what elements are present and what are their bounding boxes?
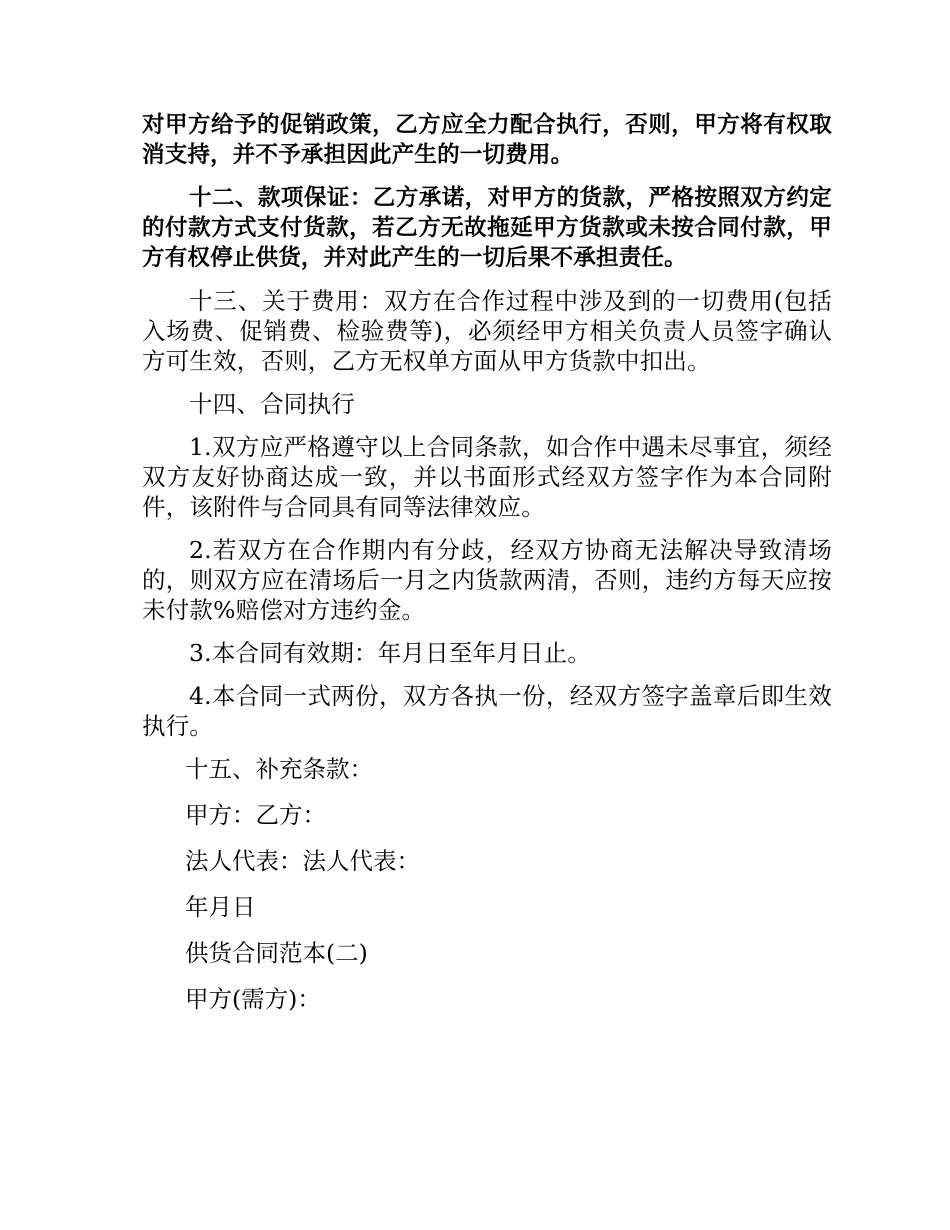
paragraph-clause-14-item-3: 3.本合同有效期：年月日至年月日止。 [189, 639, 592, 667]
paragraph-clause-13-fees: 十三、关于费用：双方在合作过程中涉及到的一切费用(包括入场费、促销费、检验费等)，必须经甲方相关负责人员签字确认方可生效，否则，乙方无权单方面从甲方货款中扣出。 [142, 287, 832, 375]
signature-date-line: 年月日 [185, 893, 256, 921]
signature-party-line: 甲方：乙方： [185, 801, 326, 829]
signature-representative-line: 法人代表：法人代表： [185, 847, 420, 875]
paragraph-clause-14-item-2: 2.若双方在合作期内有分歧，经双方协商无法解决导致清场的，则双方应在清场后一月之内货款两清，否则，违约方每天应按未付款%赔偿对方违约金。 [142, 536, 832, 624]
paragraph-clause-14-item-1: 1.双方应严格遵守以上合同条款，如合作中遇未尽事宜，须经双方友好协商达成一致，并以书面形式经双方签字作为本合同附件，该附件与合同具有同等法律效应。 [142, 433, 832, 521]
template-two-title: 供货合同范本(二) [185, 939, 368, 967]
party-a-buyer-line: 甲方(需方)： [185, 985, 321, 1013]
paragraph-clause-14-heading: 十四、合同执行 [189, 390, 355, 418]
paragraph-clause-14-item-4: 4.本合同一式两份，双方各执一份，经双方签字盖章后即生效执行。 [142, 682, 832, 740]
paragraph-promotion-policy: 对甲方给予的促销政策，乙方应全力配合执行，否则，甲方将有权取消支持，并不予承担因此产生的一切费用。 [142, 112, 832, 168]
paragraph-clause-12-payment-guarantee: 十二、款项保证：乙方承诺，对甲方的货款，严格按照双方约定的付款方式支付货款，若乙方无故拖延甲方货款或未按合同付款，甲方有权停止供货，并对此产生的一切后果不承担责任。 [142, 185, 832, 271]
paragraph-clause-15-heading: 十五、补充条款： [185, 755, 373, 783]
document-body [142, 110, 832, 1030]
